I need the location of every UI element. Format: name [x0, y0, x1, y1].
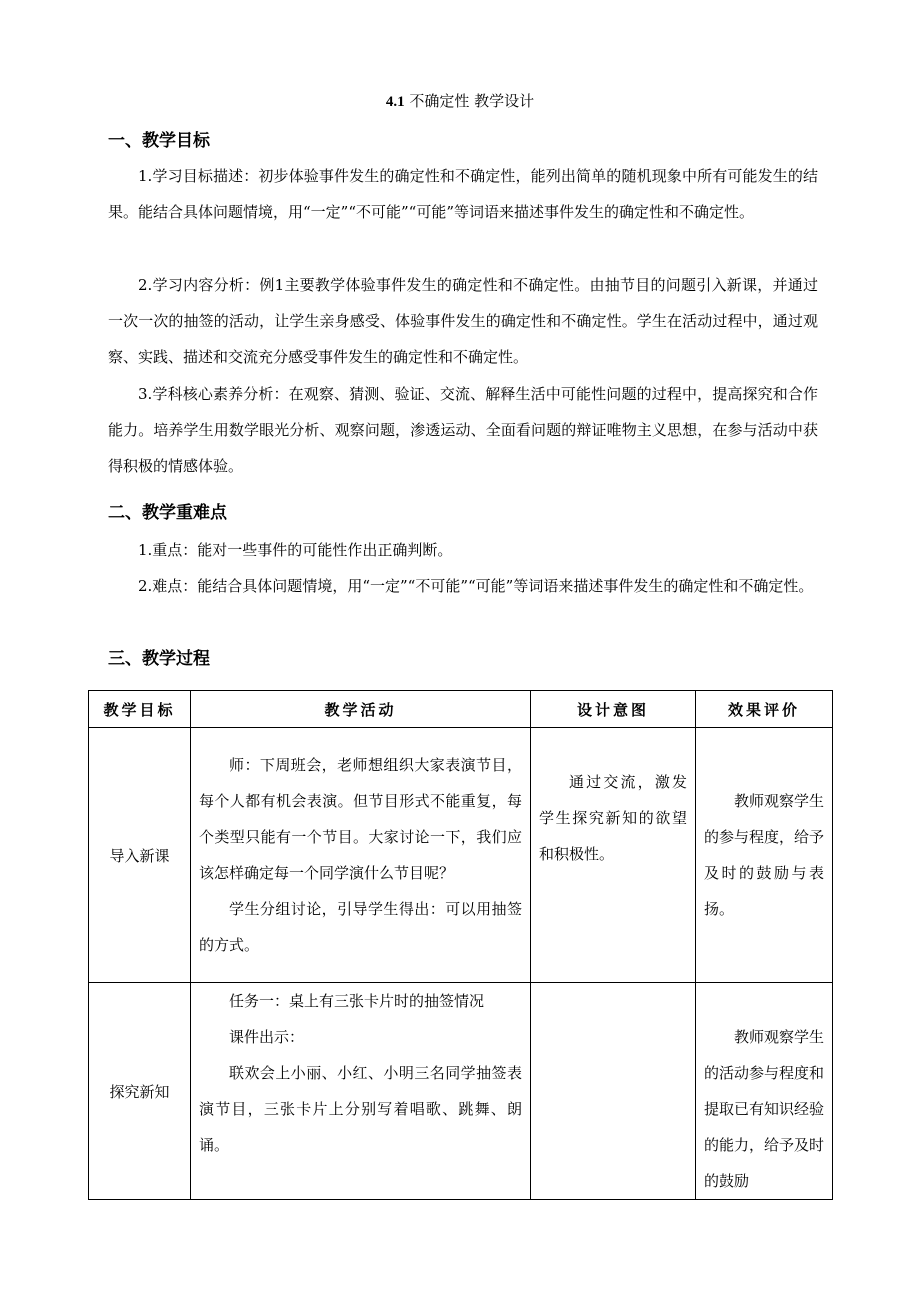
row2-activity-p2: 课件出示：: [229, 1028, 305, 1046]
row2-evaluation: [696, 983, 833, 1200]
key-point-paragraph: 1.重点：能对一些事件的可能性作出正确判断。: [138, 541, 453, 559]
table-row: [89, 983, 833, 1200]
row1-intent-text: 通过交流，激发学生探究新知的欲望和积极性。: [539, 773, 687, 863]
header-evaluation: 效果评价: [696, 691, 833, 728]
row2-activity-p3: 联欢会上小丽、小红、小明三名同学抽签表演节目，三张卡片上分别写着唱歌、跳舞、朗诵。: [199, 1064, 522, 1154]
objective-paragraph-2: 2.学习内容分析：例1主要教学体验事件发生的确定性和不确定性。由抽节目的问题引入新课，并通过一次一次的抽签的活动，让学生亲身感受、体验事件发生的确定性和不确定性。学生在活动过程中，通过观察、实践、描述和交流充分感受事件发生的确定性和不确定性。: [108, 276, 818, 366]
objective-paragraph-1: 1.学习目标描述：初步体验事件发生的确定性和不确定性，能列出简单的随机现象中所有可能发生的结果。能结合具体问题情境，用“一定”“不可能”“可能”等词语来描述事件发生的确定性和不确定性。: [108, 167, 818, 221]
row2-intent: [531, 983, 696, 1200]
row2-evaluation-text: 教师观察学生的活动参与程度和提取已有知识经验的能力，给予及时的鼓励: [704, 1028, 825, 1190]
section-heading-objectives: 一、教学目标: [108, 131, 210, 151]
row1-activity: [191, 728, 531, 983]
document-title: [0, 90, 920, 111]
objective-paragraph-3: 3.学科核心素养分析：在观察、猜测、验证、交流、解释生活中可能性问题的过程中，提高探究和合作能力。培养学生用数学眼光分析、观察问题，渗透运动、全面看问题的辩证唯物主义思想，在参与活动中获得积极的情感体验。: [108, 385, 818, 475]
row2-goal: 探究新知: [89, 983, 191, 1200]
row1-intent: [531, 728, 696, 983]
row1-goal: 导入新课: [89, 728, 191, 983]
header-intent: 设计意图: [531, 691, 696, 728]
row2-activity: [191, 983, 531, 1200]
title-number: 4.1: [385, 94, 405, 110]
section-heading-process: 三、教学过程: [108, 649, 210, 669]
row1-evaluation: [696, 728, 833, 983]
row1-activity-p1: 师：下周班会，老师想组织大家表演节目，每个人都有机会表演。但节目形式不能重复，每个类型只能有一个节目。大家讨论一下，我们应该怎样确定每一个同学演什么节目呢？: [199, 756, 522, 882]
row2-activity-p1: 任务一：桌上有三张卡片时的抽签情况: [229, 992, 485, 1010]
difficulty-paragraph: 2.难点：能结合具体问题情境，用“一定”“不可能”“可能”等词语来描述事件发生的确定性和不确定性。: [138, 577, 814, 595]
row1-evaluation-text: 教师观察学生的参与程度，给予及时的鼓励与表扬。: [704, 792, 825, 918]
section-heading-key-points: 二、教学重难点: [108, 503, 227, 523]
row1-activity-p2: 学生分组讨论，引导学生得出：可以用抽签的方式。: [199, 900, 522, 954]
table-row: [89, 728, 833, 983]
teaching-process-table: [88, 690, 833, 1200]
table-header-row: [89, 691, 833, 728]
header-activity: 教学活动: [191, 691, 531, 728]
title-text: 不确定性 教学设计: [404, 92, 535, 110]
header-goal: 教学目标: [89, 691, 191, 728]
